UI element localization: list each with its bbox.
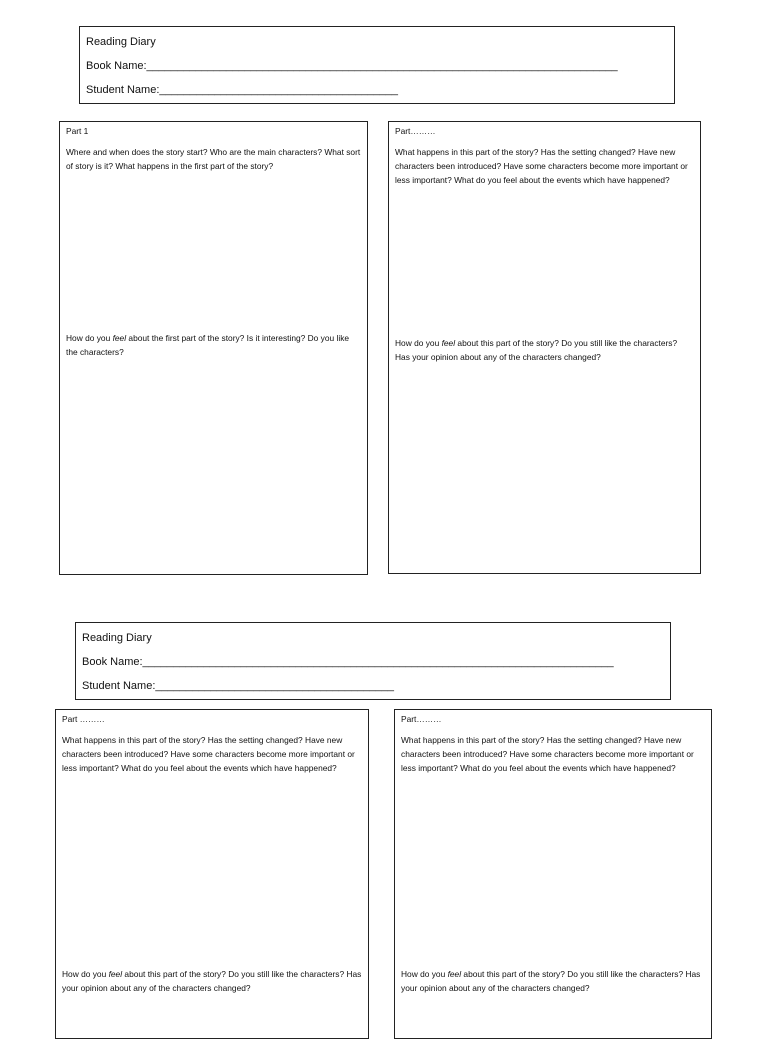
book-name-line: Book Name:_____________________________________________________________________________ xyxy=(82,656,614,668)
question-feelings-post: about this part of the story? Do you still like the characters? Has your opinion about any of the characters changed? xyxy=(401,969,701,993)
question-feelings-pre: How do you xyxy=(401,969,448,979)
question-feelings-post: about this part of the story? Do you still like the characters? Has your opinion about any of the characters changed? xyxy=(62,969,362,993)
question-feelings-pre: How do you xyxy=(62,969,109,979)
sheet2-part-right xyxy=(394,709,712,1039)
question-events: What happens in this part of the story? Has the setting changed? Have new characters been introduced? Have some characters become more important or less important? What do you feel about the events which have happened? xyxy=(62,735,355,773)
sheet1-part-left xyxy=(59,121,368,575)
book-name-line: Book Name:_____________________________________________________________________________ xyxy=(86,60,618,72)
question-feelings-emphasis: feel xyxy=(112,333,127,343)
part-label: Part……… xyxy=(395,126,436,136)
question-feelings-pre: How do you xyxy=(66,333,113,343)
question-feelings xyxy=(62,968,362,996)
question-feelings xyxy=(395,337,694,365)
sheet2-part-left xyxy=(55,709,369,1039)
question-events: What happens in this part of the story? Has the setting changed? Have new characters been introduced? Have some characters become more important or less important? What do you feel about the events which have happened? xyxy=(401,735,694,773)
part-label: Part……… xyxy=(401,714,442,724)
diary-title: Reading Diary xyxy=(86,36,156,48)
question-feelings xyxy=(66,332,361,360)
question-feelings-emphasis: feel xyxy=(108,969,123,979)
question-events: What happens in this part of the story? Has the setting changed? Have new characters been introduced? Have some characters become more important or less important? What do you feel about the events which have happened? xyxy=(395,147,688,185)
sheet1-part-right xyxy=(388,121,701,574)
part-label: Part 1 xyxy=(66,126,89,136)
question-feelings xyxy=(401,968,705,996)
question-events: Where and when does the story start? Who are the main characters? What sort of story is it? What happens in the first part of the story? xyxy=(66,147,361,171)
part-label: Part ……… xyxy=(62,714,105,724)
student-name-line: Student Name:_______________________________________ xyxy=(86,84,398,96)
question-feelings-emphasis: feel xyxy=(441,338,456,348)
student-name-line: Student Name:_______________________________________ xyxy=(82,680,394,692)
question-feelings-post: about this part of the story? Do you still like the characters? Has your opinion about any of the characters changed? xyxy=(395,338,678,362)
question-feelings-pre: How do you xyxy=(395,338,442,348)
question-feelings-post: about the first part of the story? Is it interesting? Do you like the characters? xyxy=(66,333,350,357)
diary-title: Reading Diary xyxy=(82,632,152,644)
question-feelings-emphasis: feel xyxy=(447,969,462,979)
sheet1-header xyxy=(79,26,675,104)
sheet2-header xyxy=(75,622,671,700)
